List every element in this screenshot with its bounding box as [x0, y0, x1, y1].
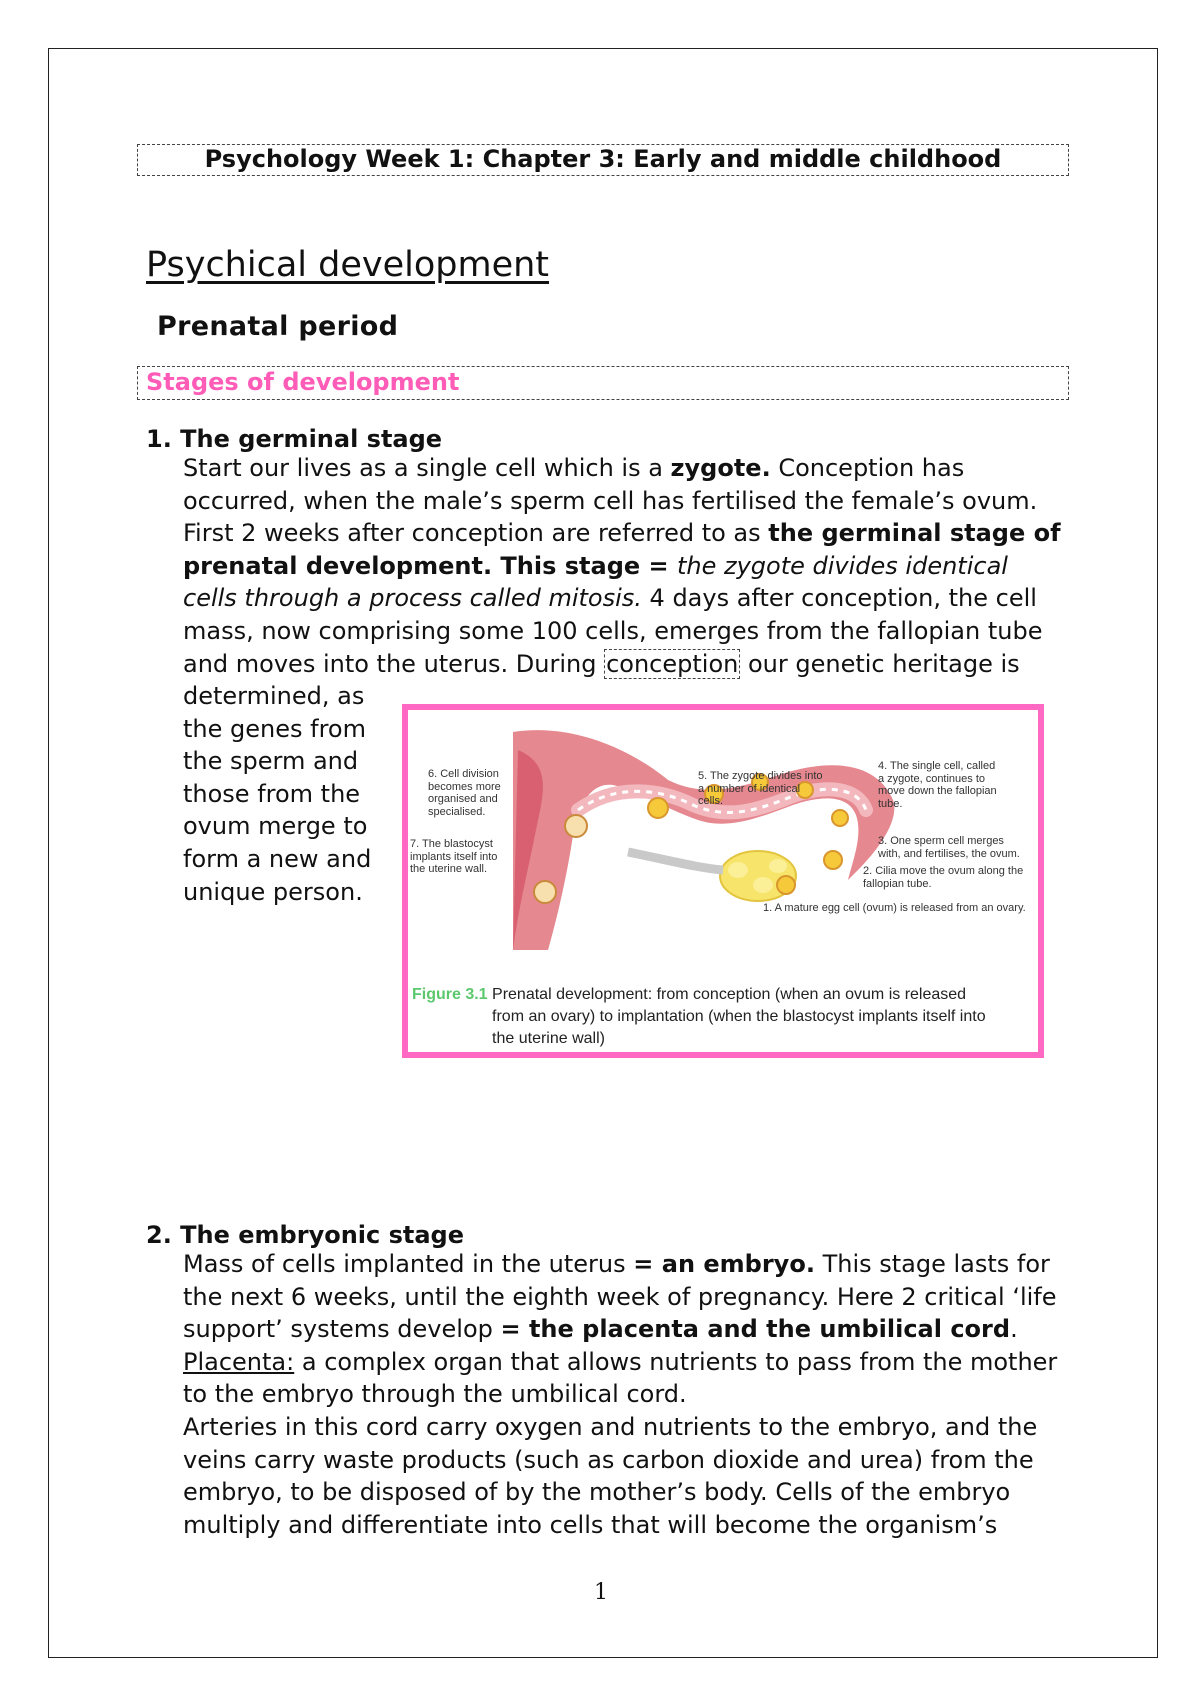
placenta-label: Placenta: — [183, 1347, 295, 1376]
document-title: Psychology Week 1: Chapter 3: Early and middle childhood — [137, 144, 1069, 176]
embryonic-text-2: This stage lasts for the next 6 weeks, until the eighth week of pregnancy. Here 2 critical ‘life support’ systems develop — [183, 1250, 1057, 1344]
placenta-cord-term: = the placenta and the umbilical cord — [500, 1315, 1011, 1344]
subheading-prenatal-period: Prenatal period — [157, 311, 399, 342]
implanted-blastocyst — [534, 881, 556, 903]
germinal-text-3: 4 days after conception, the cell mass, now comprising some 100 cells, emerges from the fallopian tube and moves into the uterus. During — [183, 584, 1043, 678]
egg-cell-1 — [777, 876, 795, 894]
figure-label-6: 6. Cell division becomes more organised and specialised. — [428, 768, 501, 818]
embryonic-text-3: . — [1010, 1315, 1018, 1344]
germinal-text-4: our genetic heritage is — [740, 649, 1020, 678]
germinal-text-2: Conception has occurred, when the male’s sperm cell has fertilised the female’s ovum. First 2 weeks after conception are referred to as — [183, 454, 1038, 548]
embryonic-paragraph-2: Arteries in this cord carry oxygen and nutrients to the embryo, and the veins carry waste products (such as carbon dioxide and urea) from the embryo, to be disposed of by the mother’s body. Cells of the embryo multiply and differentiate into cells that will become the organism’s — [183, 1412, 1038, 1539]
germinal-stage-title: 1. The germinal stage — [146, 425, 443, 453]
zygote-cell — [832, 810, 848, 826]
figure-label-1: 1. A mature egg cell (ovum) is released from an ovary. — [763, 902, 1026, 914]
egg-cell-2 — [824, 851, 842, 869]
stages-of-development-label: Stages of development — [137, 366, 1069, 400]
mitosis-definition: the zygote divides identical cells through a process called mitosis. — [183, 551, 1008, 613]
embryonic-text-4: a complex organ that allows nutrients to pass from the mother to the embryo through the umbilical cord. — [183, 1347, 1058, 1409]
figure-label-7: 7. The blastocyst implants itself into the uterine wall. — [410, 838, 498, 875]
embryo-term: = an embryo. — [633, 1250, 815, 1278]
conception-highlight: conception — [606, 649, 739, 678]
morula-cell — [648, 798, 668, 818]
figure-caption — [412, 984, 1032, 1050]
follicle-3 — [769, 859, 787, 873]
figure-label-3: 3. One sperm cell merges with, and fertilises, the ovum. — [878, 835, 1020, 860]
prenatal-development-figure — [402, 704, 1044, 1058]
figure-caption-text: Prenatal development: from conception (when an ovum is released from an ovary) to implantation (when the blastocyst implants itself into the uterine wall) — [492, 986, 986, 1047]
section-heading: Psychical development — [146, 245, 550, 285]
blastocyst-cell — [565, 815, 587, 837]
ovarian-ligament — [628, 852, 723, 870]
follicle-1 — [728, 862, 748, 878]
embryonic-stage-paragraph — [183, 1248, 1063, 1541]
page-number: 1 — [594, 1580, 608, 1605]
figure-label-2: 2. Cilia move the ovum along the fallopian tube. — [863, 865, 1024, 890]
uterus-wall-shape — [513, 730, 894, 950]
germinal-stage-paragraph — [183, 452, 1063, 680]
figure-number: Figure 3.1 — [412, 986, 488, 1003]
germinal-text-1: Start our lives as a single cell which is a — [183, 454, 671, 482]
figure-label-5: 5. The zygote divides into a number of identical cells. — [698, 770, 823, 807]
embryonic-stage-title: 2. The embryonic stage — [146, 1221, 464, 1249]
figure-label-4: 4. The single cell, called a zygote, continues to move down the fallopian tube. — [878, 760, 997, 810]
embryonic-text-1: Mass of cells implanted in the uterus — [183, 1250, 634, 1278]
zygote-term: zygote. — [670, 454, 771, 482]
germinal-side-text: determined, as the genes from the sperm and those from the ovum merge to form a new and unique person. — [183, 682, 372, 906]
follicle-2 — [753, 877, 773, 893]
germinal-stage-term: the germinal stage of prenatal development. This stage = — [183, 519, 1061, 580]
